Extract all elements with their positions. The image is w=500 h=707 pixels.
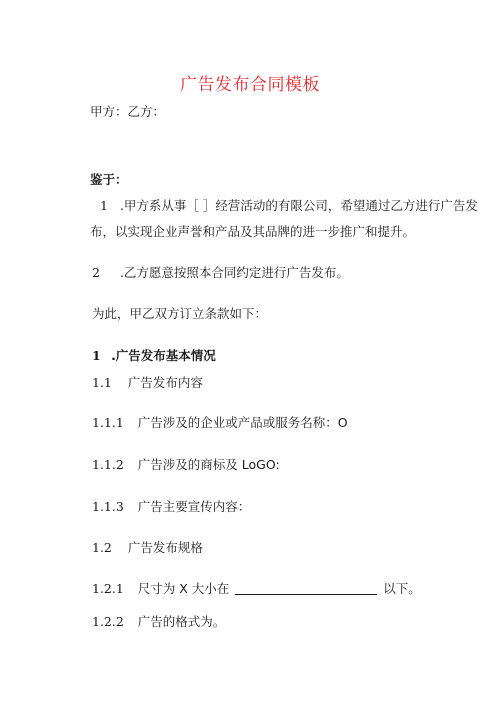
clause-text: 广告发布内容 <box>127 375 203 390</box>
clause-number: 1.1.1 <box>92 415 124 430</box>
document-title: 广告发布合同模板 <box>180 75 320 95</box>
clause-text: 广告主要宣传内容： <box>137 499 251 514</box>
whereas-heading: 鉴于： <box>90 172 128 187</box>
clause-number: 1.1.2 <box>92 457 124 472</box>
clause-1-1-1 <box>92 413 348 431</box>
clause-1-2-1 <box>92 579 421 597</box>
clause-number: 1.1.3 <box>92 499 124 514</box>
whereas-item-2 <box>92 263 349 281</box>
clause-number: 1.2 <box>92 540 112 555</box>
clause-text: 广告的格式为。 <box>137 614 226 629</box>
clause-1-2-2 <box>92 612 225 630</box>
clause-text: 广告涉及的企业或产品或服务名称：O <box>137 415 348 430</box>
clause-1-1-2 <box>92 455 280 473</box>
section-1-title: .广告发布基本情况 <box>111 348 216 363</box>
clause-1-1 <box>92 373 203 391</box>
whereas-item-2-number: 2 <box>92 265 100 280</box>
clause-number: 1.2.1 <box>92 581 124 596</box>
parties-line: 甲方：乙方： <box>90 104 166 119</box>
clause-number: 1.2.2 <box>92 614 124 629</box>
clause-1-2 <box>92 538 203 556</box>
clause-text: 广告发布规格 <box>127 540 203 555</box>
whereas-item-2-text: .乙方愿意按照本合同约定进行广告发布。 <box>119 265 349 280</box>
section-1-number: 1 <box>92 348 101 363</box>
clause-text: 广告涉及的商标及 LoGO: <box>137 457 280 472</box>
agreement-intro: 为此，甲乙双方订立条款如下： <box>92 306 268 321</box>
whereas-item-1-line-2: 布，以实现企业声誉和产品及其品牌的进一步推广和提升。 <box>90 224 416 239</box>
section-1-heading <box>92 346 216 364</box>
whereas-item-1-line-1 <box>100 196 478 214</box>
clause-number: 1.1 <box>92 375 112 390</box>
fill-in-blank <box>235 582 377 595</box>
whereas-item-1-number: 1 <box>100 198 108 213</box>
clause-text-prefix: 尺寸为 X 大小在 <box>137 581 230 596</box>
clause-1-1-3 <box>92 497 250 515</box>
clause-text-suffix: 以下。 <box>383 581 421 596</box>
whereas-item-1-text: .甲方系从事［ ］经营活动的有限公司，希望通过乙方进行广告发 <box>119 198 478 213</box>
